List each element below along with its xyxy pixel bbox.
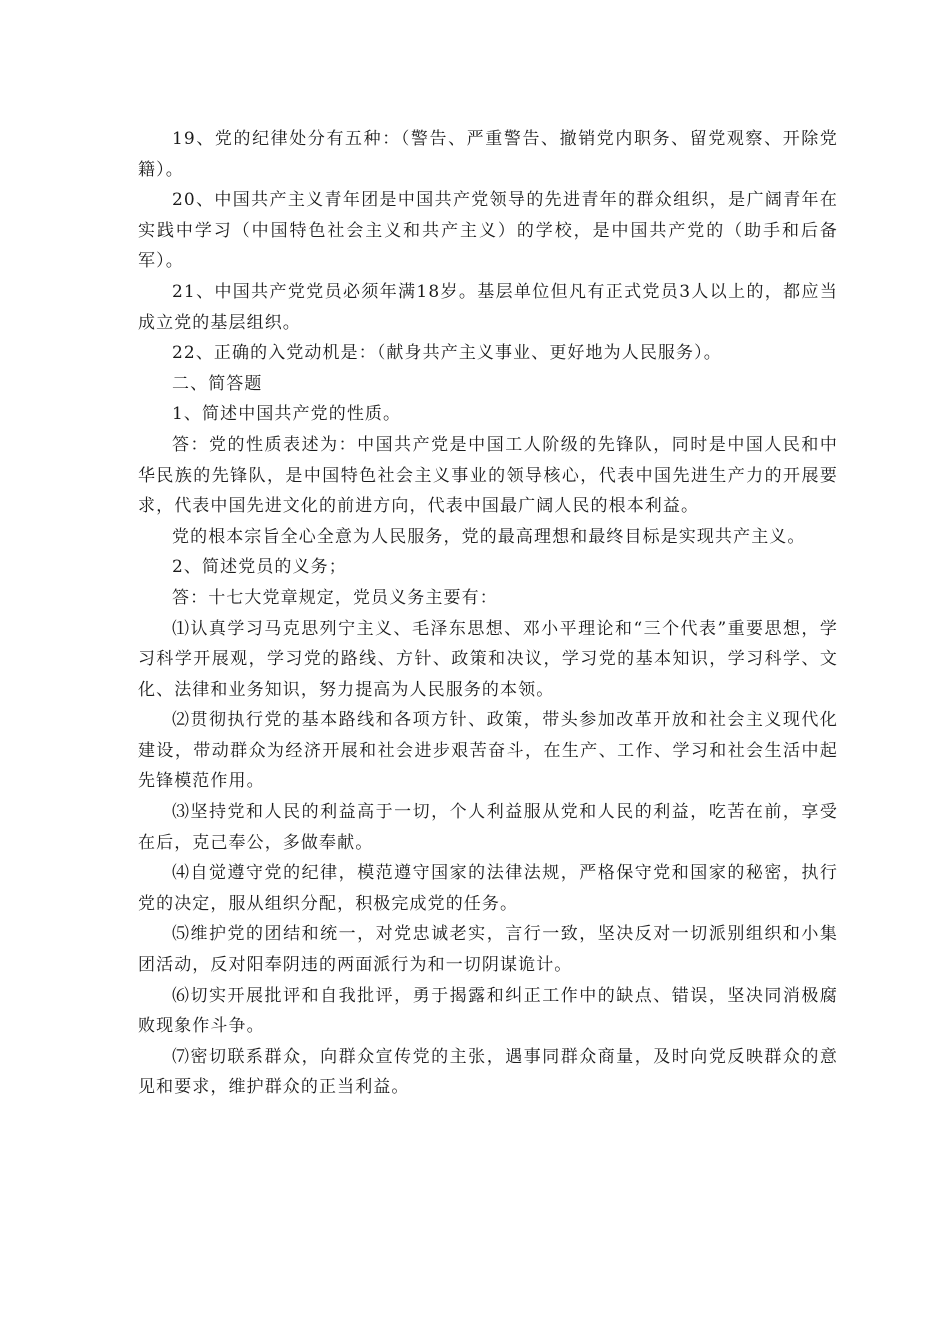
duty-item-1: ⑴认真学习马克思列宁主义、毛泽东思想、邓小平理论和“三个代表”重要思想，学习科学开展观，学习党的路线、方针、政策和决议，学习党的基本知识，学习科学、文化、法律和业务知识，努力提高为人民服务的本领。 [138,618,838,700]
duty-item-4: ⑷自觉遵守党的纪律，模范遵守国家的法律法规，严格保守党和国家的秘密，执行党的决定，服从组织分配，积极完成党的任务。 [138,863,838,914]
answer-1-continued: 党的根本宗旨全心全意为人民服务，党的最高理想和最终目标是实现共产主义。 [172,526,806,547]
paragraph-q19: 19、党的纪律处分有五种：（警告、严重警告、撤销党内职务、留党观察、开除党籍）。 [138,129,838,180]
answer-2-intro: 答：十七大党章规定，党员义务主要有： [172,587,498,608]
duty-item-7: ⑺密切联系群众，向群众宣传党的主张，遇事同群众商量，及时向党反映群众的意见和要求，维护群众的正当利益。 [138,1046,838,1098]
question-2: 2、简述党员的义务； [172,557,347,578]
question-1: 1、简述中国共产党的性质。 [172,404,402,425]
document-page [138,124,838,1103]
answer-1: 答：党的性质表述为：中国共产党是中国工人阶级的先锋队，同时是中国人民和中华民族的先锋队，是中国特色社会主义事业的领导核心，代表中国先进生产力的开展要求，代表中国先进文化的前进方向，代表中国最广阔人民的根本利益。 [138,434,838,517]
paragraph-q22: 22、正确的入党动机是：（献身共产主义事业、更好地为人民服务）。 [172,343,722,364]
paragraph-q20: 20、中国共产主义青年团是中国共产党领导的先进青年的群众组织，是广阔青年在实践中学习（中国特色社会主义和共产主义）的学校，是中国共产党的（助手和后备军）。 [138,190,838,272]
section-heading-short-answer: 二、简答题 [172,373,263,394]
paragraph-q21: 21、中国共产党党员必须年满18岁。基层单位但凡有正式党员3人以上的，都应当成立党的基层组织。 [138,281,838,333]
duty-item-3: ⑶坚持党和人民的利益高于一切，个人利益服从党和人民的利益，吃苦在前，享受在后，克己奉公，多做奉献。 [138,802,838,853]
duty-item-2: ⑵贯彻执行党的基本路线和各项方针、政策，带头参加改革开放和社会主义现代化建设，带动群众为经济开展和社会进步艰苦奋斗，在生产、工作、学习和社会生活中起先锋模范作用。 [138,710,838,792]
duty-item-6: ⑹切实开展批评和自我批评，勇于揭露和纠正工作中的缺点、错误，坚决同消极腐败现象作斗争。 [138,985,838,1037]
duty-item-5: ⑸维护党的团结和统一，对党忠诚老实，言行一致，坚决反对一切派别组织和小集团活动，反对阳奉阴违的两面派行为和一切阴谋诡计。 [138,924,838,976]
